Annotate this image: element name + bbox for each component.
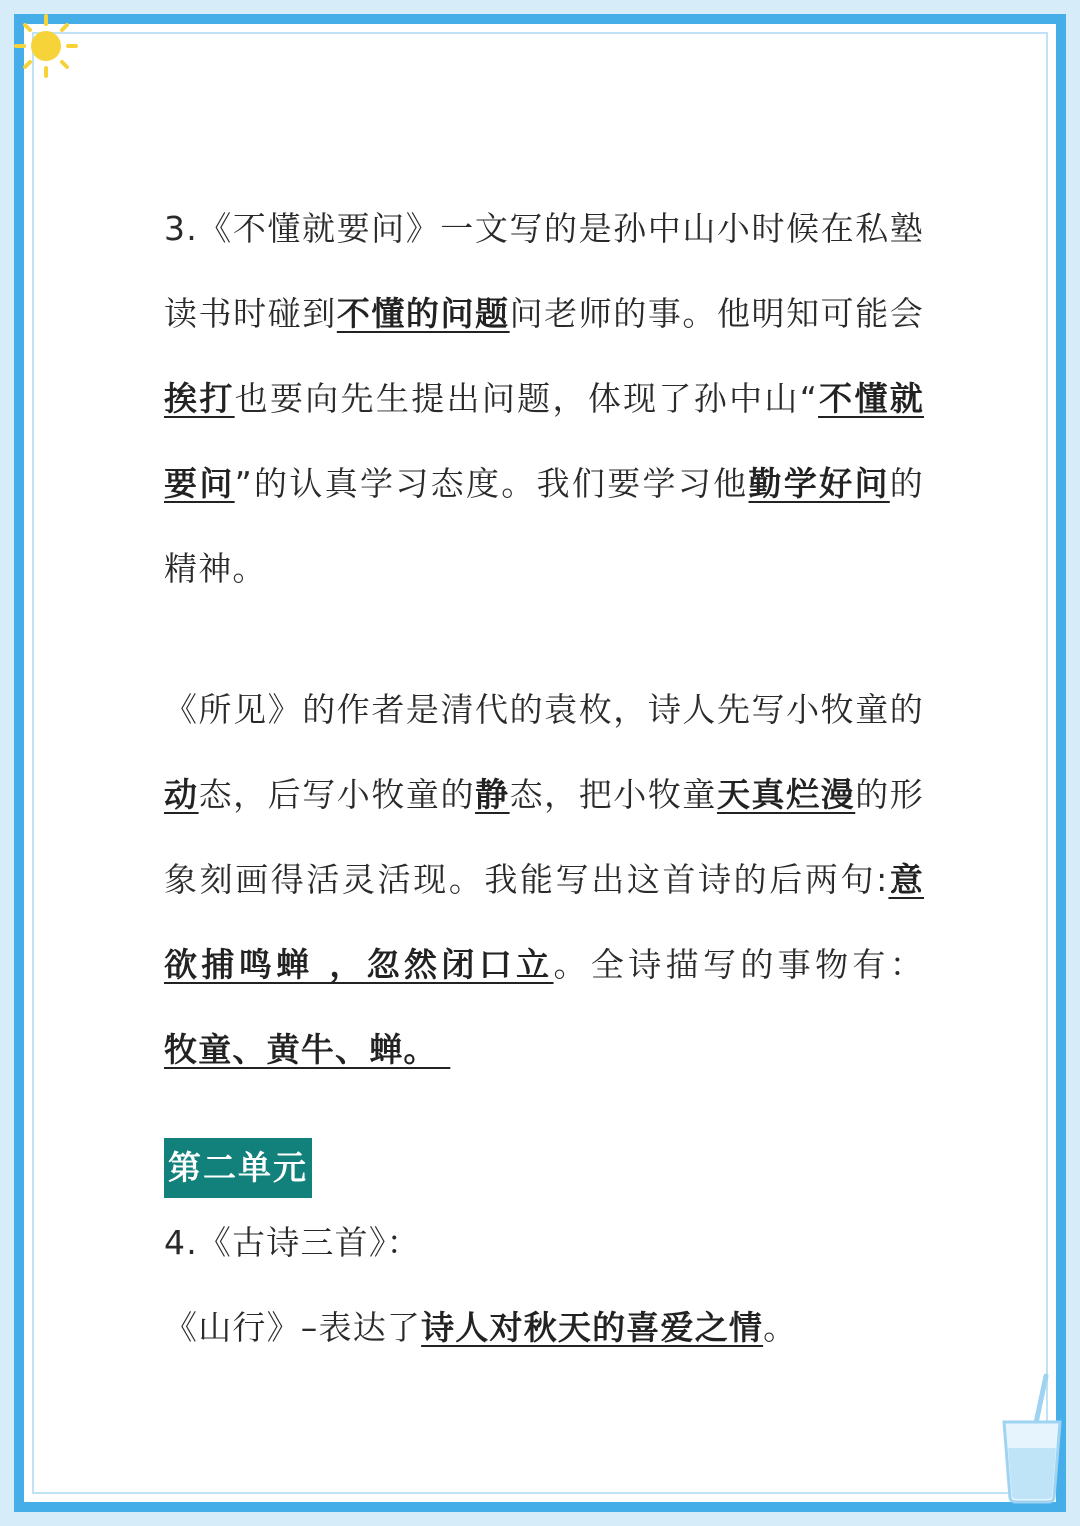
text-segment: 的形象刻画得活灵活现。我能写出这首诗的后两句:: [164, 775, 924, 899]
sun-icon: [12, 10, 84, 82]
section-heading: 第二单元: [164, 1138, 312, 1198]
cup-icon: [996, 1372, 1068, 1506]
paragraph-suojian: [164, 667, 924, 1092]
main-content: [164, 186, 924, 1370]
key-term: 意欲捕鸣蝉 ，忽然闭口立: [164, 860, 924, 984]
text-segment: 态，把小牧童: [509, 775, 717, 814]
key-term: 不懂的问题: [336, 294, 510, 333]
text-segment: 问老师的事。他明知可能会: [509, 294, 925, 333]
paragraph-gushi-sanshou: 4.《古诗三首》：: [164, 1223, 421, 1262]
key-term: 挨打: [164, 379, 235, 418]
key-term: 勤学好问: [748, 464, 890, 503]
text-segment: 《所见》的作者是清代的袁枚，诗人先写小牧童的: [164, 690, 924, 729]
paragraph-shanxing: [164, 1285, 924, 1370]
text-segment: 态，后写小牧童的: [198, 775, 476, 814]
text-segment: ”的认真学习态度。我们要学习他: [234, 464, 749, 503]
key-term: 牧童、黄牛、蝉。: [164, 1030, 451, 1069]
key-term: 不懂就要问: [164, 379, 924, 503]
text-segment: 。: [763, 1308, 798, 1347]
key-term: 静: [475, 775, 510, 814]
paragraph-buzhuang-jiuyaowen: [164, 186, 924, 611]
key-term: 诗人对秋天的喜爱之情: [421, 1308, 764, 1347]
text-segment: 《山行》–表达了: [164, 1308, 422, 1347]
text-segment: 3.《不懂就要问》一文写的是孙中山小时候在私塾读书时碰到: [164, 209, 924, 333]
text-segment: 。全诗描写的事物有：: [553, 945, 924, 984]
key-term: 天真烂漫: [716, 775, 856, 814]
text-segment: 的精神。: [164, 464, 924, 588]
text-segment: 也要向先生提出问题，体现了孙中山“: [234, 379, 819, 418]
key-term: 动: [164, 775, 199, 814]
